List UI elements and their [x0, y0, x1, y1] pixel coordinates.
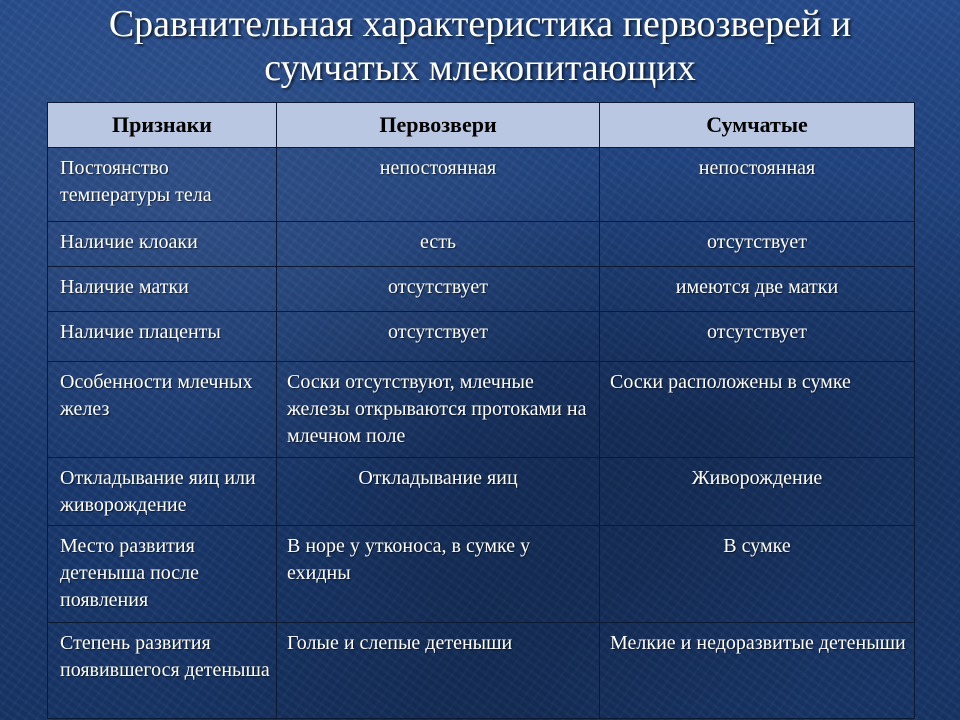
monotremes-cell: В норе у утконоса, в сумке у ехидны: [277, 526, 600, 623]
monotremes-cell: непостоянная: [277, 148, 600, 222]
feature-cell: Степень развития появившегося детеныша: [48, 623, 277, 719]
table-row: [48, 623, 915, 719]
marsupials-cell: Живорождение: [600, 458, 915, 526]
monotremes-cell: Голые и слепые детеныши: [277, 623, 600, 719]
slide-title-line-2: сумчатых млекопитающих: [264, 47, 696, 89]
table-row: [48, 267, 915, 312]
feature-cell: Откладывание яиц или живорождение: [48, 458, 277, 526]
feature-cell: Особенности млечных желез: [48, 362, 277, 458]
marsupials-cell: имеются две матки: [600, 267, 915, 312]
marsupials-cell: отсутствует: [600, 222, 915, 267]
feature-cell: Наличие матки: [48, 267, 277, 312]
monotremes-cell: отсутствует: [277, 267, 600, 312]
monotremes-cell: Соски отсутствуют, млечные железы открываются протоками на млечном поле: [277, 362, 600, 458]
comparison-table: [47, 102, 915, 719]
marsupials-cell: В сумке: [600, 526, 915, 623]
monotremes-cell: есть: [277, 222, 600, 267]
header-cell-marsupials: Сумчатые: [600, 103, 915, 148]
table-row: [48, 526, 915, 623]
feature-cell: Наличие плаценты: [48, 312, 277, 362]
marsupials-cell: Мелкие и недоразвитые детеныши: [600, 623, 915, 719]
table-row: [48, 222, 915, 267]
table-header-row: [48, 103, 915, 148]
feature-cell: Место развития детеныша после появления: [48, 526, 277, 623]
table-row: [48, 312, 915, 362]
header-cell-features: Признаки: [48, 103, 277, 148]
monotremes-cell: отсутствует: [277, 312, 600, 362]
marsupials-cell: Соски расположены в сумке: [600, 362, 915, 458]
monotremes-cell: Откладывание яиц: [277, 458, 600, 526]
slide-title: [0, 2, 960, 90]
feature-cell: Постоянство температуры тела: [48, 148, 277, 222]
marsupials-cell: отсутствует: [600, 312, 915, 362]
table-row: [48, 362, 915, 458]
table-row: [48, 458, 915, 526]
table-row: [48, 148, 915, 222]
feature-cell: Наличие клоаки: [48, 222, 277, 267]
header-cell-monotremes: Первозвери: [277, 103, 600, 148]
marsupials-cell: непостоянная: [600, 148, 915, 222]
slide-title-line-1: Сравнительная характеристика первозверей и: [108, 3, 852, 45]
